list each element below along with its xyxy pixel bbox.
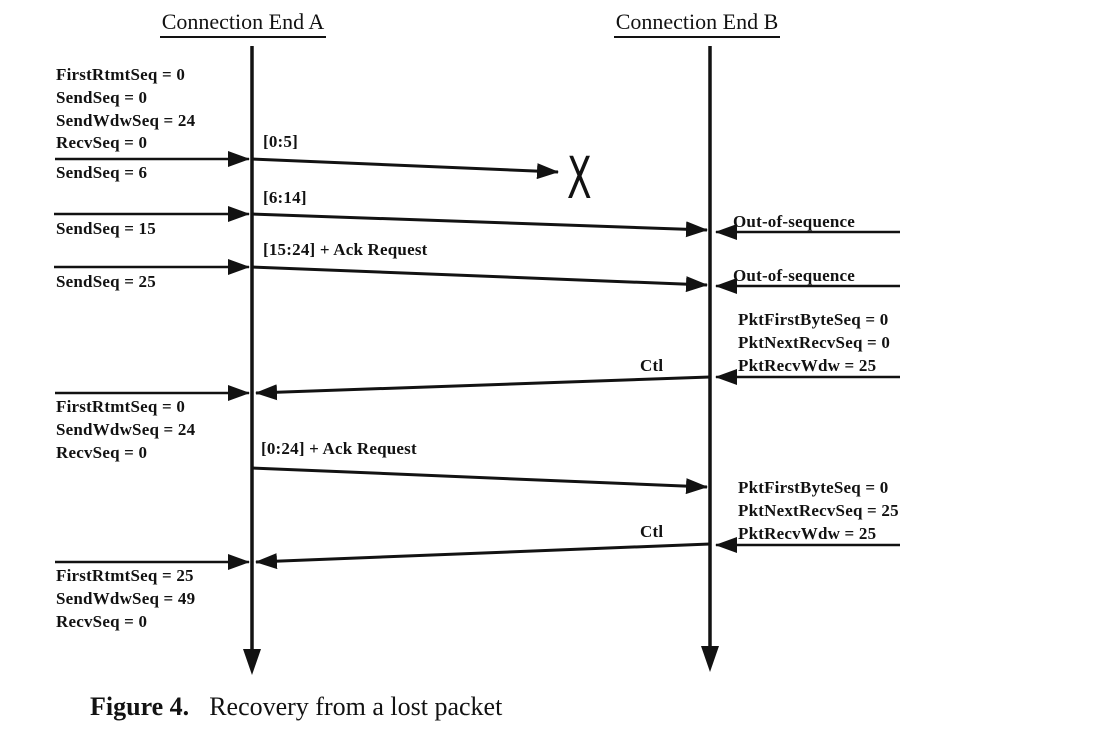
- message-label-0-24: [0:24] + Ack Request: [261, 439, 417, 458]
- figure-caption-number: Figure 4.: [90, 692, 190, 721]
- state-label: PktFirstByteSeq = 0: [738, 310, 889, 329]
- state-label: SendWdwSeq = 24: [56, 110, 196, 130]
- lifeline-b: [701, 46, 719, 672]
- state-label: SendWdwSeq = 24: [56, 419, 196, 439]
- state-label: SendSeq = 0: [56, 87, 148, 107]
- message-arrow-ctl-1: [256, 377, 710, 393]
- message-arrow-6-14: [252, 214, 707, 230]
- b-state-block-2: [738, 477, 899, 545]
- figure-caption: [90, 692, 502, 722]
- message-label-ctl-2: Ctl: [640, 522, 664, 541]
- state-label: PktNextRecvSeq = 25: [738, 500, 899, 520]
- b-out-of-sequence-2-label: Out-of-sequence: [733, 266, 855, 285]
- message-arrow-15-24: [252, 267, 707, 285]
- state-label: FirstRtmtSeq = 25: [56, 566, 194, 585]
- a-sendseq-25-label: SendSeq = 25: [56, 272, 156, 291]
- endpoint-b-title-text: Connection End B: [614, 9, 781, 38]
- message-arrow-0-24: [252, 468, 707, 487]
- state-label: FirstRtmtSeq = 0: [56, 65, 186, 84]
- state-label: PktRecvWdw = 25: [738, 355, 877, 375]
- lost-packet-x-marker: X: [567, 144, 592, 212]
- state-label: PktRecvWdw = 25: [738, 523, 877, 543]
- a-initial-state-block: [56, 64, 195, 155]
- state-label: RecvSeq = 0: [56, 611, 148, 631]
- message-label-0-5: [0:5]: [263, 132, 298, 151]
- a-after-ctl1-state-block: [56, 396, 195, 464]
- message-arrow-ctl-2: [256, 544, 710, 562]
- state-label: FirstRtmtSeq = 0: [56, 397, 186, 416]
- figure-caption-text: Recovery from a lost packet: [209, 692, 503, 721]
- a-sendseq-6-label: SendSeq = 6: [56, 163, 148, 182]
- state-label: RecvSeq = 0: [56, 442, 148, 462]
- message-arrow-0-5-lost: [252, 159, 558, 172]
- state-label: PktFirstByteSeq = 0: [738, 478, 889, 497]
- endpoint-b-title: [592, 9, 802, 38]
- state-label: SendWdwSeq = 49: [56, 588, 196, 608]
- a-after-ctl2-state-block: [56, 565, 195, 633]
- lifeline-a: [243, 46, 261, 675]
- message-label-ctl-1: Ctl: [640, 356, 664, 375]
- state-label: RecvSeq = 0: [56, 133, 148, 153]
- state-label: PktNextRecvSeq = 0: [738, 332, 891, 352]
- endpoint-a-title-text: Connection End A: [160, 9, 327, 38]
- a-sendseq-15-label: SendSeq = 15: [56, 219, 156, 238]
- message-label-6-14: [6:14]: [263, 188, 307, 207]
- b-out-of-sequence-1-label: Out-of-sequence: [733, 212, 855, 231]
- message-label-15-24: [15:24] + Ack Request: [263, 240, 428, 259]
- b-state-block-1: [738, 309, 890, 377]
- endpoint-a-title: [138, 9, 348, 38]
